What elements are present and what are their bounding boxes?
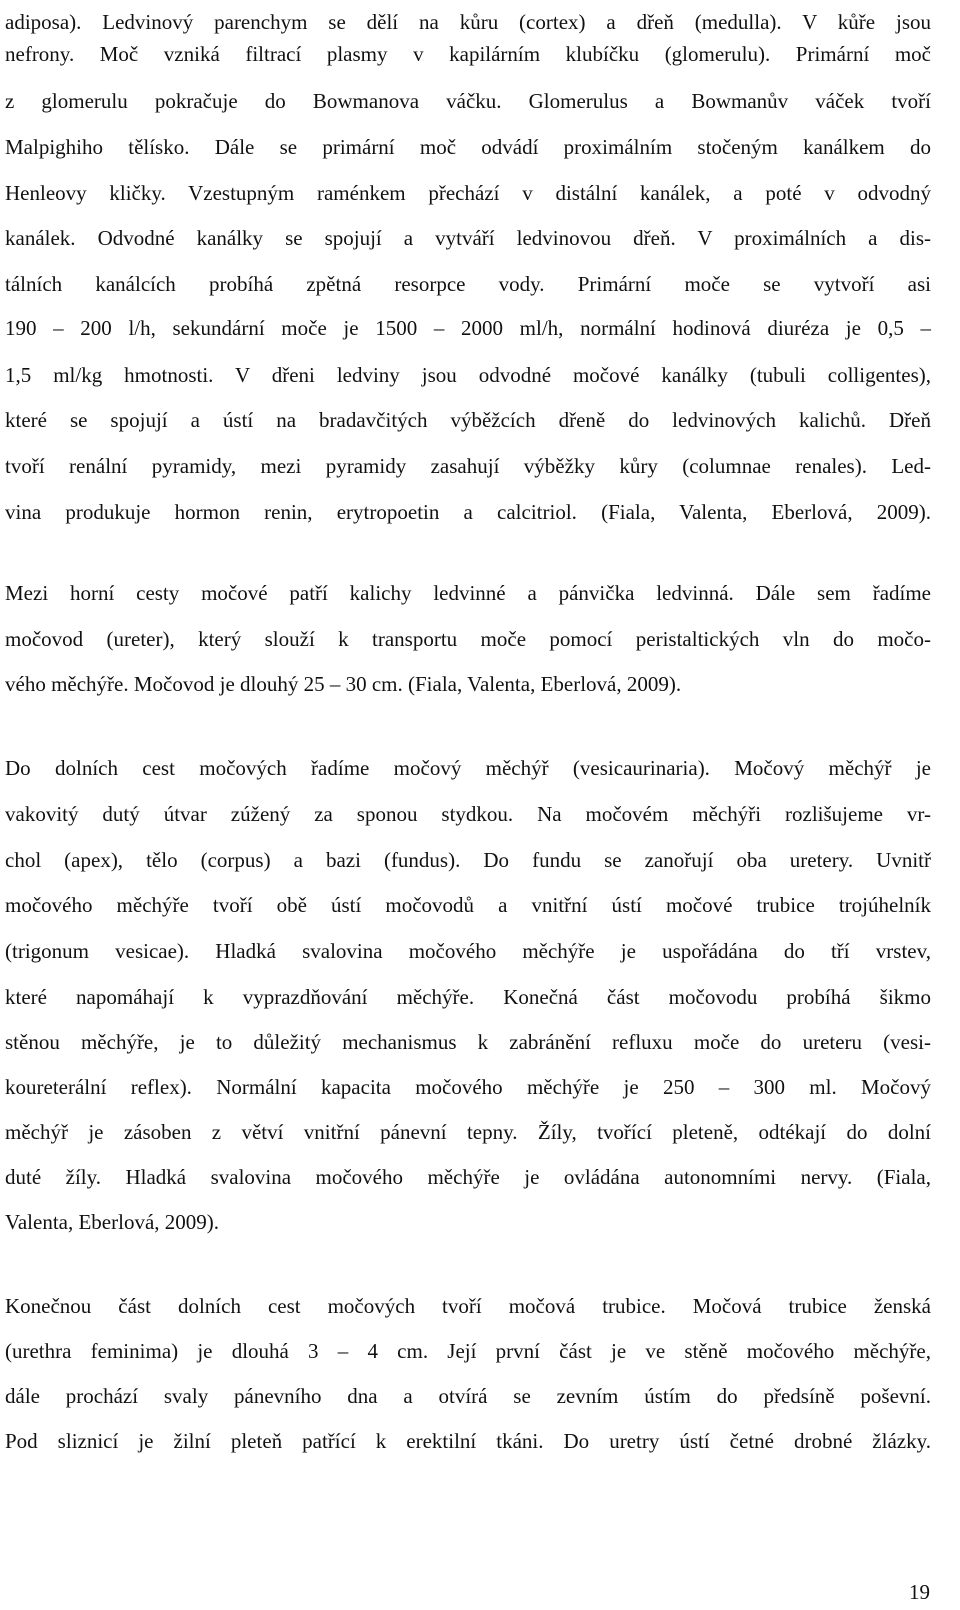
text-line: 190 – 200 l/h, sekundární moče je 1500 – 2000 ml/h, normální hodinová diuréza je 0,5 – bbox=[5, 316, 931, 340]
text-line: duté žíly. Hladká svalovina močového měchýře je ovládána autonomními nervy. (Fiala, bbox=[5, 1165, 931, 1189]
text-line: Malpighiho tělísko. Dále se primární moč odvádí proximálním stočeným kanálkem do bbox=[5, 135, 931, 159]
text-line: adiposa). Ledvinový parenchym se dělí na kůru (cortex) a dřeň (medulla). V kůře jsou bbox=[5, 10, 931, 34]
text-line: koureterální reflex). Normální kapacita močového měchýře je 250 – 300 ml. Močový bbox=[5, 1075, 931, 1099]
text-line: dále prochází svaly pánevního dna a otvírá se zevním ústím do předsíně poševní. bbox=[5, 1384, 931, 1408]
text-line: tvoří renální pyramidy, mezi pyramidy zasahují výběžky kůry (columnae renales). Led- bbox=[5, 454, 931, 478]
text-line: tálních kanálcích probíhá zpětná resorpce vody. Primární moče se vytvoří asi bbox=[5, 272, 931, 296]
text-line: Pod sliznicí je žilní pleteň patřící k erektilní tkáni. Do uretry ústí četné drobné žlázky. bbox=[5, 1429, 931, 1453]
text-line: Henleovy kličky. Vzestupným raménkem přechází v distální kanálek, a poté v odvodný bbox=[5, 181, 931, 205]
text-line: vého měchýře. Močovod je dlouhý 25 – 30 cm. (Fiala, Valenta, Eberlová, 2009). bbox=[5, 672, 682, 696]
text-line: měchýř je zásoben z větví vnitřní pánevní tepny. Žíly, tvořící pleteně, odtékají do dolní bbox=[5, 1120, 931, 1144]
text-line: (trigonum vesicae). Hladká svalovina močového měchýře je uspořádána do tří vrstev, bbox=[5, 939, 931, 963]
text-line: Do dolních cest močových řadíme močový měchýř (vesicaurinaria). Močový měchýř je bbox=[5, 756, 931, 780]
text-line: Mezi horní cesty močové patří kalichy ledvinné a pánvička ledvinná. Dále sem řadíme bbox=[5, 581, 931, 605]
text-line: močového měchýře tvoří obě ústí močovodů a vnitřní ústí močové trubice trojúhelník bbox=[5, 893, 931, 917]
text-line: vina produkuje hormon renin, erytropoetin a calcitriol. (Fiala, Valenta, Eberlová, 2009). bbox=[5, 500, 931, 524]
text-line: nefrony. Moč vzniká filtrací plasmy v kapilárním klubíčku (glomerulu). Primární moč bbox=[5, 42, 931, 66]
text-line: kanálek. Odvodné kanálky se spojují a vytváří ledvinovou dřeň. V proximálních a dis- bbox=[5, 226, 931, 250]
text-line: 1,5 ml/kg hmotnosti. V dřeni ledviny jsou odvodné močové kanálky (tubuli colligentes), bbox=[5, 363, 931, 387]
text-line: stěnou měchýře, je to důležitý mechanismus k zabránění refluxu moče do ureteru (vesi- bbox=[5, 1030, 931, 1054]
text-line: Valenta, Eberlová, 2009). bbox=[5, 1210, 220, 1234]
text-line: vakovitý dutý útvar zúžený za sponou stydkou. Na močovém měchýři rozlišujeme vr- bbox=[5, 802, 931, 826]
text-line: chol (apex), tělo (corpus) a bazi (fundus). Do fundu se zanořují oba uretery. Uvnitř bbox=[5, 848, 931, 872]
text-line: Konečnou část dolních cest močových tvoří močová trubice. Močová trubice ženská bbox=[5, 1294, 931, 1318]
text-line: které se spojují a ústí na bradavčitých výběžcích dřeně do ledvinových kalichů. Dřeň bbox=[5, 408, 931, 432]
page-number: 19 bbox=[909, 1580, 930, 1604]
text-line: močovod (ureter), který slouží k transportu moče pomocí peristaltických vln do močo- bbox=[5, 627, 931, 651]
text-line: z glomerulu pokračuje do Bowmanova váčku. Glomerulus a Bowmanův váček tvoří bbox=[5, 89, 931, 113]
text-line: které napomáhají k vyprazdňování měchýře. Konečná část močovodu probíhá šikmo bbox=[5, 985, 931, 1009]
text-line: (urethra feminima) je dlouhá 3 – 4 cm. Její první část je ve stěně močového měchýře, bbox=[5, 1339, 931, 1363]
